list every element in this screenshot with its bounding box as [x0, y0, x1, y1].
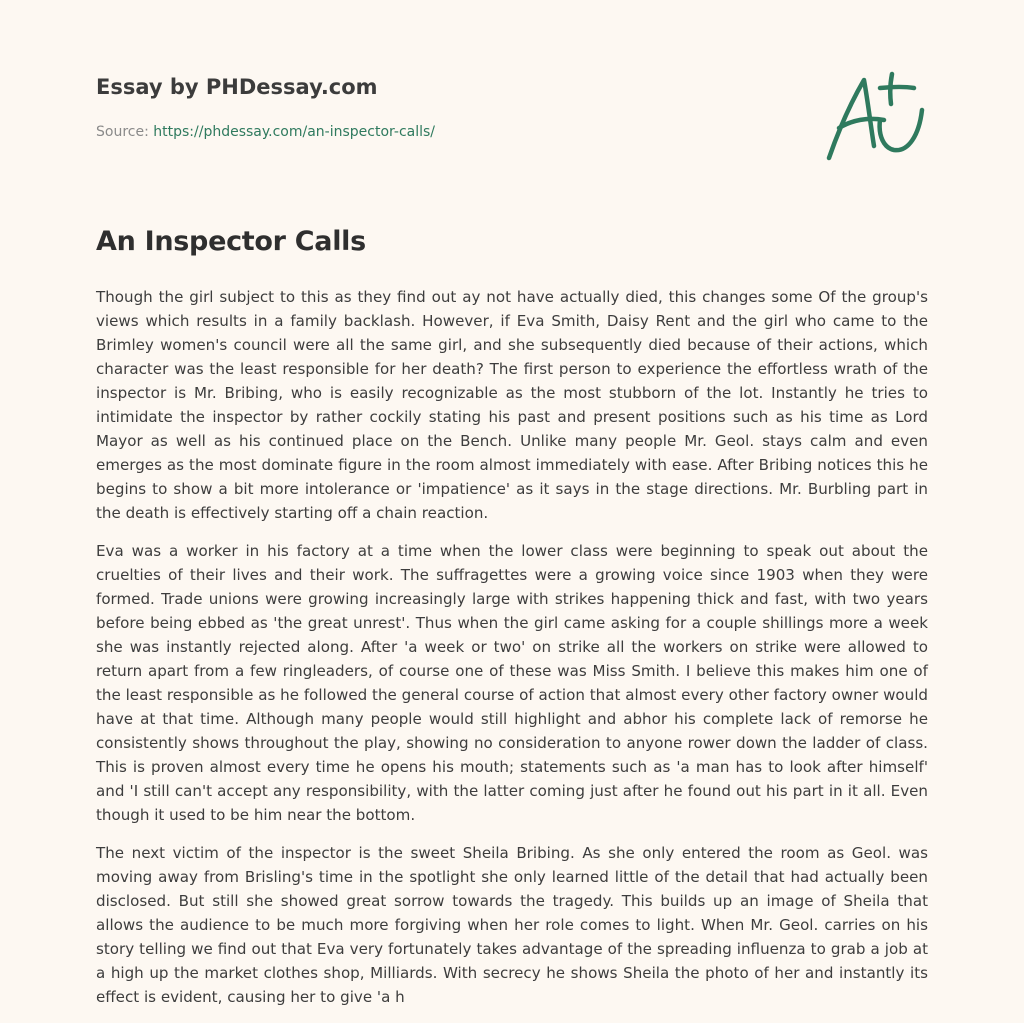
essay-body: [96, 285, 928, 1023]
essay-paragraph: Though the girl subject to this as they find out ay not have actually died, this changes some Of the group's views which results in a family backlash. However, if Eva Smith, Daisy Rent and the girl who came to the Brimley women's council were all the same girl, and she subsequently died because of their actions, which character was the least responsible for her death? The first person to experience the effortless wrath of the inspector is Mr. Bribing, who is easily recognizable as the most stubborn of the lot. Instantly he tries to intimidate the inspector by rather cockily stating his past and present positions such as his time as Lord Mayor as well as his continued place on the Bench. Unlike many people Mr. Geol. stays calm and even emerges as the most dominate figure in the room almost immediately with ease. After Bribing notices this he begins to show a bit more intolerance or 'impatience' as it says in the stage directions. Mr. Burbling part in the death is effectively starting off a chain reaction.: [96, 288, 928, 522]
a-plus-grade-icon: [824, 70, 928, 166]
source-label: Source:: [96, 124, 154, 140]
essay-paragraph: The next victim of the inspector is the sweet Sheila Bribing. As she only entered the room as Geol. was moving away from Brisling's time in the spotlight she only learned little of the detail that had actually been disclosed. But still she showed great sorrow towards the tragedy. This builds up an image of Sheila that allows the audience to be much more forgiving when her role comes to light. When Mr. Geol. carries on his story telling we find out that Eva very fortunately takes advantage of the spreading influenza to grab a job at a high up the market clothes shop, Milliards. With secrecy he shows Sheila the photo of her and instantly its effect is evident, causing her to give 'a h: [96, 844, 928, 1006]
source-link[interactable]: https://phdessay.com/an-inspector-calls/: [153, 124, 436, 140]
plus-horizontal-icon: [880, 87, 914, 88]
essay-paragraph: Eva was a worker in his factory at a time when the lower class were beginning to speak out about the cruelties of their lives and their work. The suffragettes were a growing voice since 1903 when they were formed. Trade unions were growing increasingly large with strikes happening thick and fast, with two years before being ebbed as 'the great unrest'. Thus when the girl came asking for a couple shillings more a week she was instantly rejected along. After 'a week or two' on strike all the workers on strike were allowed to return apart from a few ringleaders, of course one of these was Miss Smith. I believe this makes him one of the least responsible as he followed the general course of action that almost every other factory owner would have at that time. Although many people would still highlight and abhor his complete lack of remorse he consistently shows throughout the play, showing no consideration to anyone rower down the ladder of class. This is proven almost every time he opens his mouth; statements such as 'a man has to look after himself' and 'I still can't accept any responsibility, with the latter coming just after he found out his part in it all. Even though it used to be him near the bottom.: [96, 542, 928, 824]
site-brand: Essay by PHDessay.com: [96, 75, 378, 99]
source-line: [96, 124, 435, 140]
essay-title: An Inspector Calls: [96, 226, 366, 257]
check-loop-icon: [880, 110, 922, 150]
